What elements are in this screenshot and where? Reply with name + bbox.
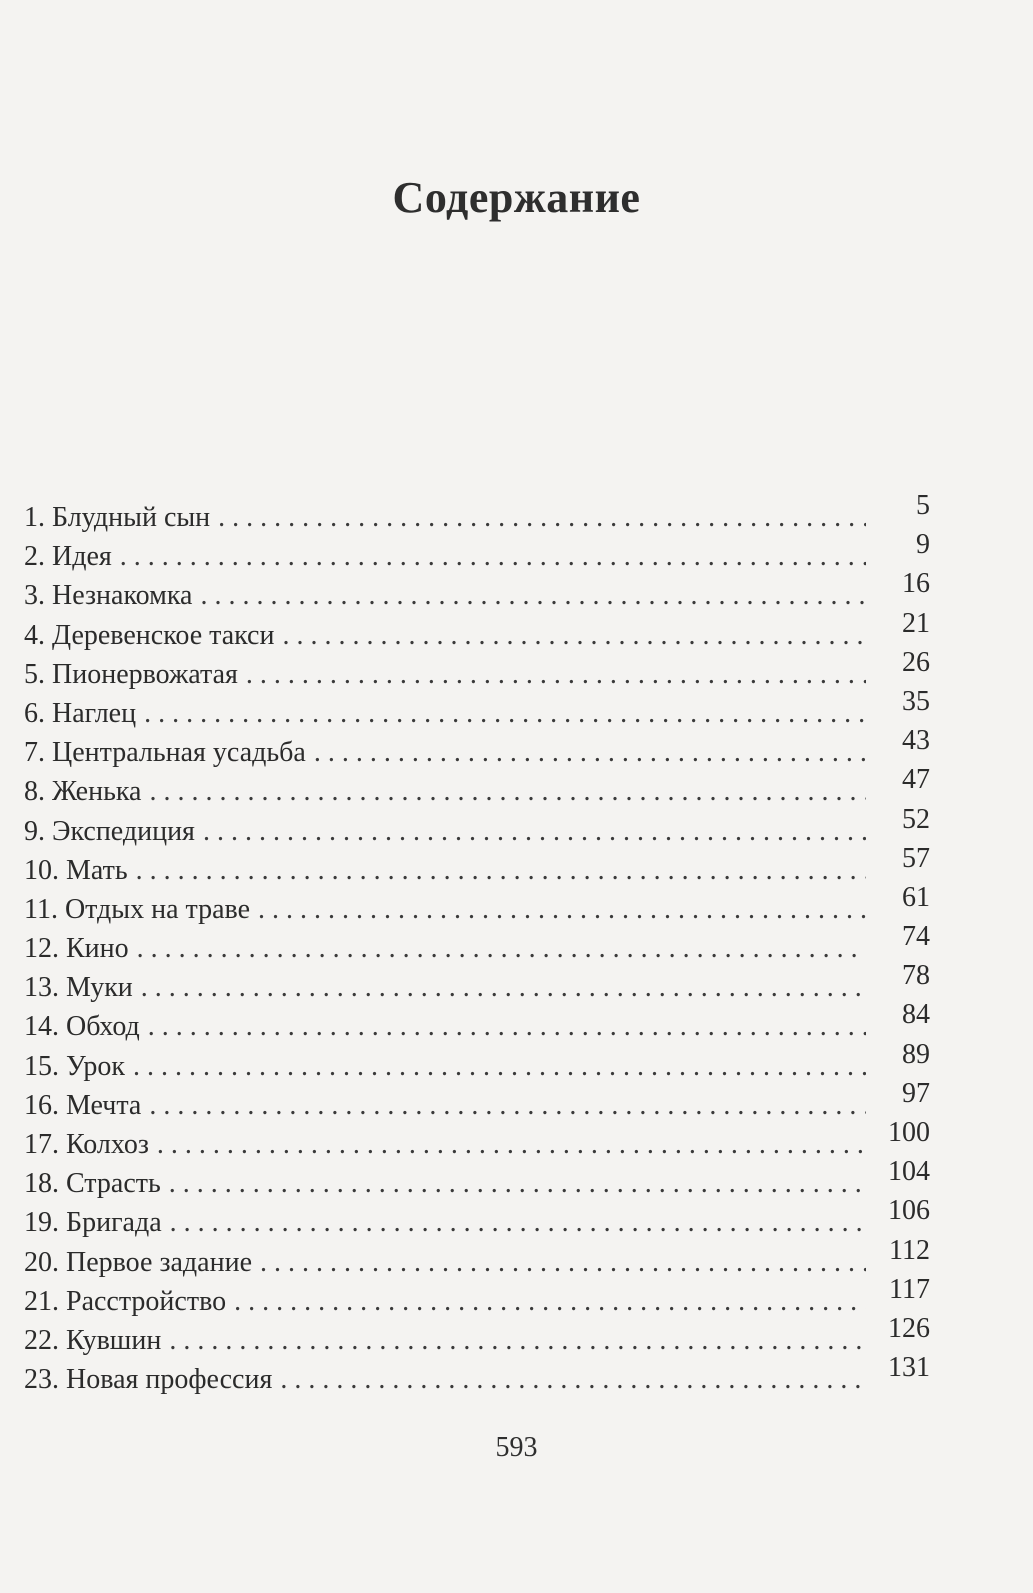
toc-entry: [24, 1156, 930, 1203]
dot-leader: [144, 694, 866, 733]
toc-entry: [24, 1273, 930, 1321]
toc-entry-page: 104: [888, 1156, 930, 1188]
toc-entry: [24, 607, 930, 655]
dot-leader: [141, 968, 866, 1007]
toc-entry-title: 22. Кувшин: [24, 1324, 162, 1356]
dot-leader: [149, 772, 866, 811]
toc-entry-title: 10. Мать: [24, 854, 128, 886]
dot-leader: [234, 1282, 866, 1321]
toc-entry-page: 117: [889, 1273, 930, 1305]
dot-leader: [170, 1203, 866, 1242]
dot-leader: [280, 1360, 866, 1399]
toc-entry: [24, 1234, 930, 1282]
toc-entry-title: 6. Наглец: [24, 697, 137, 729]
dot-leader: [218, 498, 866, 537]
toc-entry-title: 13. Муки: [24, 972, 133, 1004]
dot-leader: [260, 1243, 866, 1282]
dot-leader: [246, 655, 866, 694]
table-of-contents: [24, 490, 930, 1399]
dot-leader: [169, 1164, 866, 1203]
toc-entry: [24, 999, 930, 1046]
toc-entry: [24, 1312, 930, 1360]
toc-entry: [24, 685, 930, 733]
toc-entry-title: 8. Женька: [24, 776, 142, 808]
toc-entry-title: 19. Бригада: [24, 1207, 162, 1239]
toc-entry-title: 15. Урок: [24, 1050, 125, 1082]
toc-entry-page: 47: [902, 764, 930, 796]
toc-entry-title: 16. Мечта: [24, 1089, 142, 1121]
toc-entry-title: 17. Колхоз: [24, 1129, 149, 1160]
dot-leader: [137, 929, 866, 968]
toc-entry: [24, 1117, 930, 1164]
toc-entry-page: 126: [888, 1312, 930, 1344]
dot-leader: [200, 576, 866, 615]
toc-entry-title: 11. Отдых на траве: [24, 893, 251, 925]
toc-entry-page: 16: [902, 568, 930, 600]
toc-entry: [24, 646, 930, 694]
toc-entry-page: 97: [902, 1077, 930, 1109]
toc-entry-title: 5. Пионервожатая: [24, 658, 238, 690]
toc-entry: [24, 842, 930, 890]
dot-leader: [120, 537, 866, 576]
toc-entry: [24, 1077, 930, 1125]
toc-entry-title: 9. Экспедиция: [24, 815, 195, 847]
toc-entry: [24, 881, 930, 929]
toc-entry-page: 84: [902, 999, 930, 1031]
toc-entry-title: 3. Незнакомка: [24, 580, 193, 612]
toc-entry-page: 78: [902, 960, 930, 992]
toc-entry-page: 74: [902, 921, 930, 953]
toc-entry: [24, 490, 930, 537]
toc-entry-title: 7. Центральная усадьба: [24, 737, 306, 769]
toc-entry: [24, 803, 930, 851]
toc-entry: [24, 529, 930, 576]
toc-entry-page: 112: [889, 1234, 930, 1266]
toc-entry-page: 89: [902, 1038, 930, 1070]
toc-entry-title: 21. Расстройство: [24, 1285, 227, 1317]
dot-leader: [203, 812, 866, 851]
dot-leader: [314, 733, 866, 772]
toc-entry: [24, 725, 930, 772]
page-number: 593: [495, 1432, 538, 1463]
toc-entry: [24, 1352, 930, 1399]
toc-entry: [24, 1195, 930, 1242]
toc-entry-page: 52: [902, 803, 930, 835]
toc-entry: [24, 764, 930, 811]
toc-entry-title: 20. Первое задание: [24, 1246, 253, 1278]
toc-entry: [24, 568, 930, 615]
dot-leader: [148, 1007, 866, 1046]
toc-entry-page: 106: [888, 1195, 930, 1227]
toc-entry: [24, 921, 930, 968]
toc-entry-page: 43: [902, 725, 930, 757]
dot-leader: [282, 616, 866, 655]
toc-entry-page: 21: [902, 607, 930, 639]
toc-entry: [24, 1038, 930, 1086]
toc-entry-page: 57: [902, 842, 930, 874]
toc-entry-title: 18. Страсть: [24, 1168, 161, 1200]
dot-leader: [149, 1086, 866, 1125]
dot-leader: [157, 1125, 866, 1164]
toc-entry-page: 26: [902, 646, 930, 678]
toc-entry-page: 9: [916, 529, 930, 561]
page-title: Содержание: [392, 173, 641, 222]
dot-leader: [169, 1321, 866, 1360]
toc-entry-title: 12. Кино: [24, 933, 129, 965]
toc-entry-title: 14. Обход: [24, 1011, 140, 1043]
toc-entry-page: 131: [888, 1352, 930, 1384]
dot-leader: [136, 851, 866, 890]
toc-entry-page: 35: [902, 685, 930, 717]
dot-leader: [258, 890, 866, 929]
toc-entry-title: 4. Деревенское такси: [24, 619, 275, 651]
toc-entry-title: 23. Новая профессия: [24, 1364, 273, 1396]
toc-entry-page: 61: [902, 881, 930, 913]
toc-entry-title: 2. Идея: [24, 541, 112, 573]
dot-leader: [133, 1047, 866, 1086]
toc-entry-page: 5: [916, 490, 930, 521]
toc-entry: [24, 960, 930, 1007]
toc-entry-title: 1. Блудный сын: [24, 502, 211, 533]
toc-entry-page: 100: [888, 1117, 930, 1148]
